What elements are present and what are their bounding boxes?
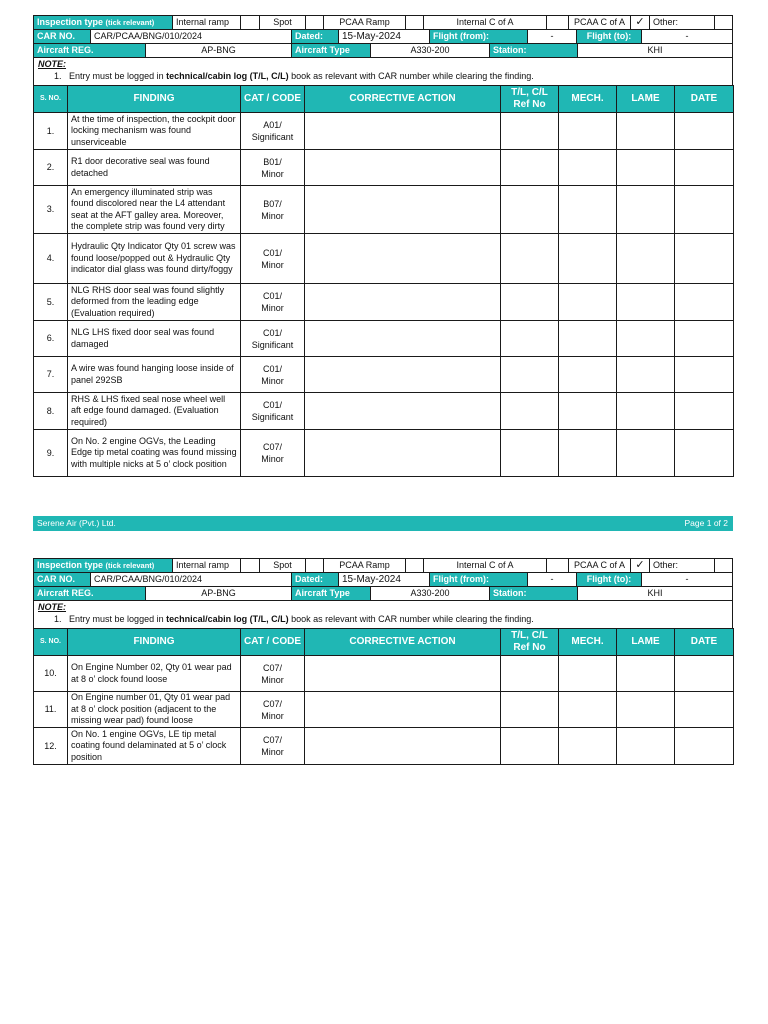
cell-date[interactable] (675, 656, 734, 692)
dated-label: Dated: (291, 572, 339, 587)
cell-tl-cl-ref[interactable] (501, 692, 559, 728)
cell-tl-cl-ref[interactable] (501, 234, 559, 284)
station-label: Station: (489, 586, 578, 601)
cell-cat-code (241, 321, 305, 357)
page-2-note (33, 601, 733, 629)
car-no-label: CAR NO. (33, 572, 91, 587)
col-cat-code: CAT / CODE (241, 86, 305, 113)
cell-cat-code (241, 284, 305, 321)
cell-finding: At the time of inspection, the cockpit door locking mechanism was found unserviceable (68, 113, 241, 150)
option-pcaa-c-of-a: PCAA C of A (568, 558, 631, 573)
cell-cat-code (241, 357, 305, 393)
checkbox-internal-c-of-a[interactable] (546, 15, 569, 30)
table-row (34, 656, 734, 692)
cell-finding: Hydraulic Qty Indicator Qty 01 screw was found loose/popped out & Hydraulic Qty indicator dial glass was found dirty/foggy (68, 234, 241, 284)
cell-cat-code (241, 656, 305, 692)
option-internal-c-of-a: Internal C of A (423, 558, 547, 573)
finding-category: Significant (251, 412, 294, 422)
car-no-label: CAR NO. (33, 29, 91, 44)
cell-sno: 6. (34, 321, 68, 357)
findings-table (33, 628, 734, 765)
checkbox-pcaa-ramp[interactable] (405, 15, 424, 30)
cell-date[interactable] (675, 186, 734, 234)
cell-corrective-action[interactable] (305, 728, 501, 765)
station-value: KHI (577, 586, 733, 601)
cell-corrective-action[interactable] (305, 186, 501, 234)
finding-category: Minor (261, 168, 284, 179)
finding-code: C07/ (262, 442, 282, 452)
table-row (34, 321, 734, 357)
cell-date[interactable] (675, 357, 734, 393)
dated-label: Dated: (291, 29, 339, 44)
cell-cat-code (241, 113, 305, 150)
table-row (34, 430, 734, 477)
footer-company: Serene Air (Pvt.) Ltd. (37, 518, 116, 528)
inspection-type-label: Inspection type (tick relevant) (33, 15, 173, 30)
table-row (34, 357, 734, 393)
cell-tl-cl-ref[interactable] (501, 728, 559, 765)
col-mech: MECH. (559, 86, 617, 113)
cell-mech[interactable] (559, 393, 617, 430)
finding-code: C01/ (262, 363, 282, 374)
checkbox-internal-ramp[interactable] (240, 558, 260, 573)
table-row (34, 150, 734, 186)
col-date: DATE (675, 86, 734, 113)
findings-header-row (34, 629, 734, 656)
cell-finding: On Engine number 01, Qty 01 wear pad at 8 o’ clock position (adjacent to the missing wear pad) found loose (68, 692, 241, 728)
col-sno: S. NO. (34, 629, 68, 656)
cell-date[interactable] (675, 692, 734, 728)
note-label: NOTE: (38, 59, 67, 69)
page-footer (33, 516, 733, 531)
cell-date[interactable] (675, 321, 734, 357)
cell-sno: 12. (34, 728, 68, 765)
page-1-findings (33, 85, 733, 477)
finding-category: Minor (261, 259, 284, 270)
option-spot: Spot (259, 558, 306, 573)
cell-mech[interactable] (559, 186, 617, 234)
col-lame: LAME (617, 86, 675, 113)
cell-sno: 2. (34, 150, 68, 186)
cell-cat-code (241, 430, 305, 477)
finding-code: C07/ (262, 735, 282, 745)
cell-corrective-action[interactable] (305, 692, 501, 728)
finding-code: A01/ (263, 120, 282, 130)
aircraft-reg-label: Aircraft REG. (33, 586, 146, 601)
station-value: KHI (577, 43, 733, 58)
cell-sno: 11. (34, 692, 68, 728)
cell-finding: An emergency illuminated strip was found discolored near the L4 attendant seat at the AFT galley area. Moreover, the complete strip was found very dirty (68, 186, 241, 234)
col-date: DATE (675, 629, 734, 656)
cell-mech[interactable] (559, 357, 617, 393)
checkbox-pcaa-c-of-a[interactable]: ✓ (630, 15, 650, 30)
table-row (34, 234, 734, 284)
flight-from-value: - (527, 572, 577, 587)
cell-date[interactable] (675, 113, 734, 150)
checkbox-pcaa-c-of-a[interactable]: ✓ (630, 558, 650, 573)
cell-corrective-action[interactable] (305, 113, 501, 150)
note-text: 1. Entry must be logged in technical/cabin log (T/L, C/L) book as relevant with CAR number while clearing the finding. (54, 614, 534, 624)
aircraft-reg-value: AP-BNG (145, 43, 292, 58)
finding-code: B01/ (263, 156, 282, 167)
cell-sno: 8. (34, 393, 68, 430)
car-no-value: CAR/PCAA/BNG/010/2024 (90, 572, 292, 587)
finding-category: Minor (261, 747, 284, 757)
page-1-note (33, 58, 733, 86)
cell-finding: R1 door decorative seal was found detached (68, 150, 241, 186)
dated-value: 15-May-2024 (338, 572, 430, 587)
checkbox-other[interactable] (714, 558, 733, 573)
cell-corrective-action[interactable] (305, 357, 501, 393)
finding-category: Minor (261, 674, 284, 685)
table-row (34, 692, 734, 728)
page-2-findings (33, 628, 733, 765)
flight-from-value: - (527, 29, 577, 44)
option-internal-ramp: Internal ramp (172, 558, 241, 573)
cell-sno: 5. (34, 284, 68, 321)
option-internal-ramp: Internal ramp (172, 15, 241, 30)
col-lame: LAME (617, 629, 675, 656)
cell-finding: On Engine Number 02, Qty 01 wear pad at 8 o’ clock found loose (68, 656, 241, 692)
cell-lame[interactable] (617, 113, 675, 150)
cell-tl-cl-ref[interactable] (501, 150, 559, 186)
col-finding: FINDING (68, 86, 241, 113)
cell-lame[interactable] (617, 728, 675, 765)
flight-to-value: - (641, 572, 733, 587)
cell-corrective-action[interactable] (305, 430, 501, 477)
cell-lame[interactable] (617, 692, 675, 728)
cell-cat-code (241, 150, 305, 186)
option-pcaa-ramp: PCAA Ramp (323, 558, 406, 573)
cell-mech[interactable] (559, 321, 617, 357)
cell-sno: 7. (34, 357, 68, 393)
footer-page-number: Page 1 of 2 (684, 518, 728, 528)
finding-category: Minor (261, 454, 284, 464)
cell-date[interactable] (675, 430, 734, 477)
cell-sno: 1. (34, 113, 68, 150)
col-corrective-action: CORRECTIVE ACTION (305, 86, 501, 113)
cell-lame[interactable] (617, 186, 675, 234)
aircraft-type-value: A330-200 (370, 586, 490, 601)
option-spot: Spot (259, 15, 306, 30)
col-finding: FINDING (68, 629, 241, 656)
aircraft-type-label: Aircraft Type (291, 586, 371, 601)
cell-sno: 4. (34, 234, 68, 284)
page-1-header (33, 15, 733, 60)
cell-date[interactable] (675, 150, 734, 186)
cell-finding: NLG RHS door seal was found slightly deformed from the leading edge (Evaluation required) (68, 284, 241, 321)
cell-tl-cl-ref[interactable] (501, 430, 559, 477)
flight-from-label: Flight (from): (429, 572, 528, 587)
finding-code: C01/ (262, 291, 282, 301)
option-pcaa-c-of-a: PCAA C of A (568, 15, 631, 30)
aircraft-reg-value: AP-BNG (145, 586, 292, 601)
cell-mech[interactable] (559, 150, 617, 186)
cell-tl-cl-ref[interactable] (501, 656, 559, 692)
cell-date[interactable] (675, 284, 734, 321)
table-row (34, 393, 734, 430)
aircraft-reg-label: Aircraft REG. (33, 43, 146, 58)
page-2-header (33, 558, 733, 603)
checkbox-other[interactable] (714, 15, 733, 30)
col-sno: S. NO. (34, 86, 68, 113)
cell-finding: On No. 2 engine OGVs, the Leading Edge tip metal coating was found missing with multiple nicks at 5 o’ clock position (68, 430, 241, 477)
inspection-type-label: Inspection type (tick relevant) (33, 558, 173, 573)
table-row (34, 728, 734, 765)
aircraft-type-label: Aircraft Type (291, 43, 371, 58)
col-cat-code: CAT / CODE (241, 629, 305, 656)
findings-table (33, 85, 734, 477)
cell-tl-cl-ref[interactable] (501, 186, 559, 234)
cell-cat-code (241, 692, 305, 728)
cell-sno: 9. (34, 430, 68, 477)
cell-cat-code (241, 234, 305, 284)
finding-category: Significant (251, 132, 294, 142)
cell-sno: 3. (34, 186, 68, 234)
cell-mech[interactable] (559, 692, 617, 728)
cell-corrective-action[interactable] (305, 284, 501, 321)
table-row (34, 113, 734, 150)
cell-corrective-action[interactable] (305, 234, 501, 284)
option-pcaa-ramp: PCAA Ramp (323, 15, 406, 30)
cell-tl-cl-ref[interactable] (501, 321, 559, 357)
finding-code: C01/ (262, 400, 282, 410)
checkbox-spot[interactable] (305, 15, 324, 30)
cell-date[interactable] (675, 728, 734, 765)
finding-category: Minor (261, 375, 284, 386)
cell-corrective-action[interactable] (305, 321, 501, 357)
cell-corrective-action[interactable] (305, 656, 501, 692)
finding-code: C01/ (262, 247, 282, 258)
finding-code: C07/ (262, 662, 282, 673)
col-mech: MECH. (559, 629, 617, 656)
cell-corrective-action[interactable] (305, 150, 501, 186)
cell-lame[interactable] (617, 430, 675, 477)
flight-from-label: Flight (from): (429, 29, 528, 44)
finding-category: Significant (251, 339, 294, 350)
cell-tl-cl-ref[interactable] (501, 357, 559, 393)
cell-finding: A wire was found hanging loose inside of panel 292SB (68, 357, 241, 393)
station-label: Station: (489, 43, 578, 58)
finding-code: C01/ (262, 327, 282, 338)
checkbox-spot[interactable] (305, 558, 324, 573)
option-other: Other: (649, 15, 715, 30)
cell-tl-cl-ref[interactable] (501, 113, 559, 150)
option-other: Other: (649, 558, 715, 573)
table-row (34, 186, 734, 234)
cell-lame[interactable] (617, 321, 675, 357)
cell-tl-cl-ref[interactable] (501, 284, 559, 321)
flight-to-label: Flight (to): (576, 572, 642, 587)
flight-to-label: Flight (to): (576, 29, 642, 44)
checkbox-internal-ramp[interactable] (240, 15, 260, 30)
cell-lame[interactable] (617, 150, 675, 186)
cell-lame[interactable] (617, 234, 675, 284)
checkbox-internal-c-of-a[interactable] (546, 558, 569, 573)
cell-mech[interactable] (559, 430, 617, 477)
cell-mech[interactable] (559, 284, 617, 321)
cell-lame[interactable] (617, 656, 675, 692)
cell-mech[interactable] (559, 113, 617, 150)
cell-corrective-action[interactable] (305, 393, 501, 430)
aircraft-type-value: A330-200 (370, 43, 490, 58)
cell-mech[interactable] (559, 656, 617, 692)
note-label: NOTE: (38, 602, 67, 612)
flight-to-value: - (641, 29, 733, 44)
cell-cat-code (241, 728, 305, 765)
cell-tl-cl-ref[interactable] (501, 393, 559, 430)
finding-category: Minor (261, 210, 284, 221)
cell-mech[interactable] (559, 234, 617, 284)
table-row (34, 284, 734, 321)
finding-code: C07/ (262, 698, 282, 709)
note-text: 1. Entry must be logged in technical/cabin log (T/L, C/L) book as relevant with CAR number while clearing the finding. (54, 71, 534, 81)
cell-lame[interactable] (617, 284, 675, 321)
cell-date[interactable] (675, 393, 734, 430)
cell-mech[interactable] (559, 728, 617, 765)
cell-lame[interactable] (617, 393, 675, 430)
cell-finding: RHS & LHS fixed seal nose wheel well aft edge found damaged. (Evaluation required) (68, 393, 241, 430)
option-internal-c-of-a: Internal C of A (423, 15, 547, 30)
cell-date[interactable] (675, 234, 734, 284)
finding-code: B07/ (263, 198, 282, 209)
cell-finding: On No. 1 engine OGVs, LE tip metal coating found delaminated at 5 o’ clock position (68, 728, 241, 765)
dated-value: 15-May-2024 (338, 29, 430, 44)
checkbox-pcaa-ramp[interactable] (405, 558, 424, 573)
cell-lame[interactable] (617, 357, 675, 393)
cell-cat-code (241, 186, 305, 234)
finding-category: Minor (261, 710, 284, 721)
car-no-value: CAR/PCAA/BNG/010/2024 (90, 29, 292, 44)
col-tl-cl-ref: T/L, C/L Ref No (501, 86, 559, 113)
cell-sno: 10. (34, 656, 68, 692)
finding-category: Minor (261, 303, 284, 313)
col-corrective-action: CORRECTIVE ACTION (305, 629, 501, 656)
col-tl-cl-ref: T/L, C/L Ref No (501, 629, 559, 656)
cell-finding: NLG LHS fixed door seal was found damaged (68, 321, 241, 357)
cell-cat-code (241, 393, 305, 430)
findings-header-row (34, 86, 734, 113)
